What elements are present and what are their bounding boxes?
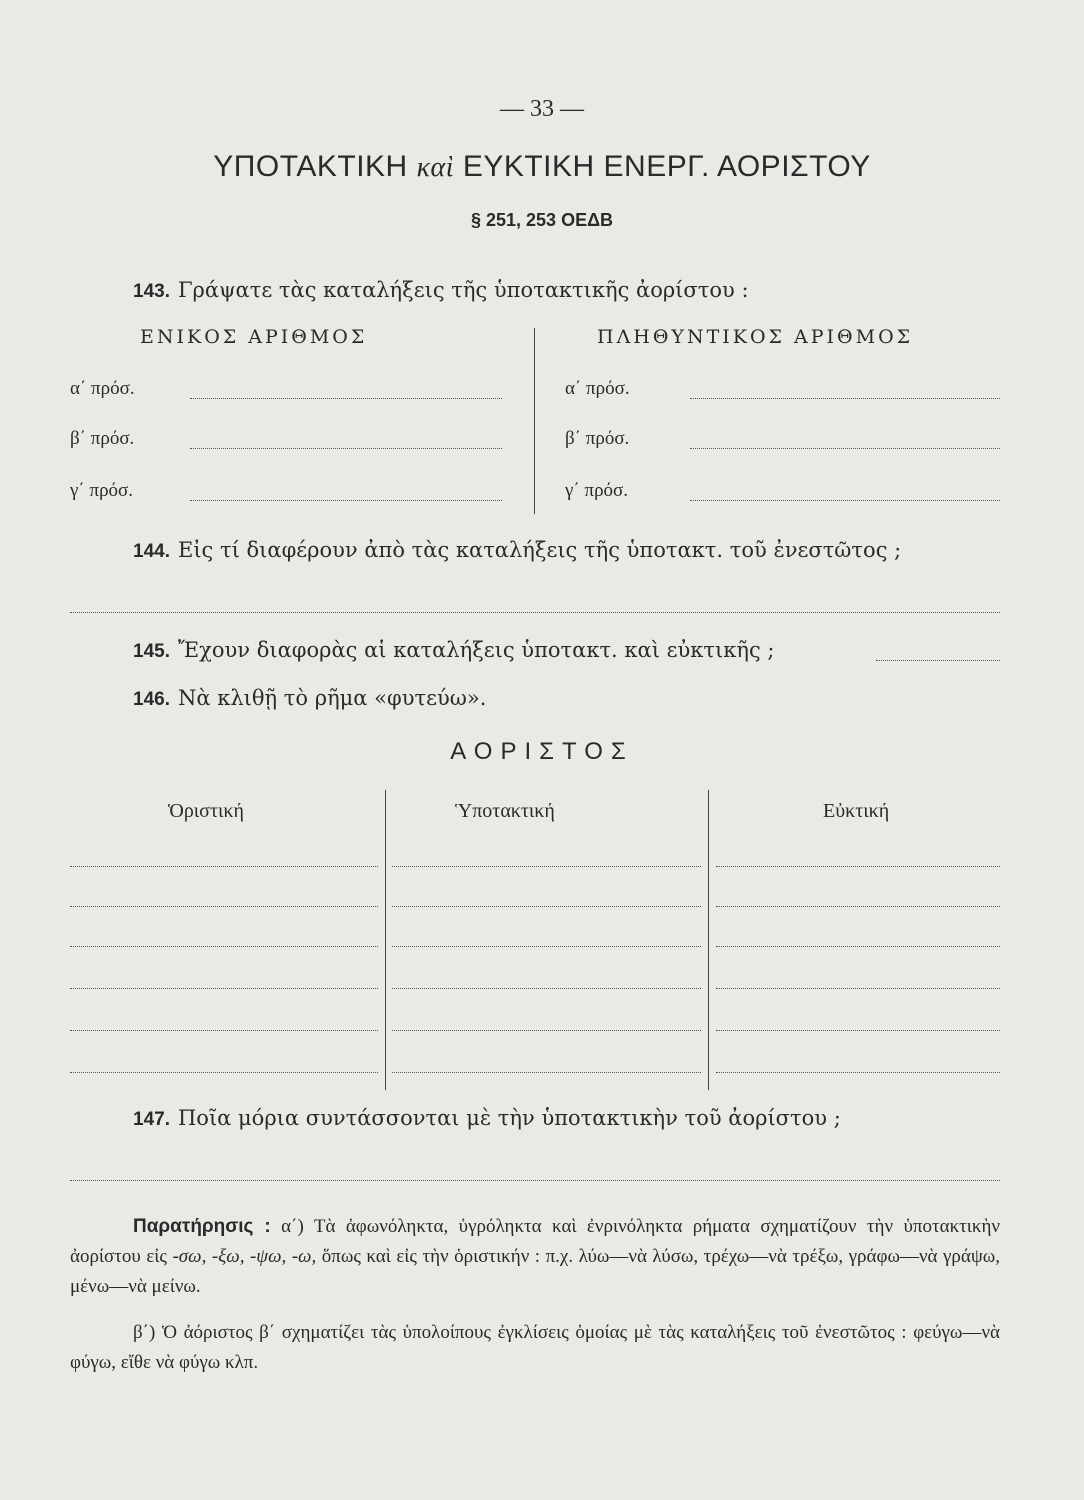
- answer-line[interactable]: [70, 906, 378, 907]
- answer-line[interactable]: [690, 398, 1000, 399]
- singular-person-1: α΄ πρόσ.: [70, 378, 135, 399]
- title-part2: ΕΥΚΤΙΚΗ ΕΝΕΡΓ. ΑΟΡΙΣΤΟΥ: [462, 150, 871, 183]
- answer-line[interactable]: [716, 866, 1000, 867]
- exercise-143: [133, 278, 749, 303]
- plural-person-2: β΄ πρόσ.: [565, 428, 630, 449]
- exercise-144: [133, 538, 901, 563]
- answer-line[interactable]: [70, 1030, 378, 1031]
- answer-line[interactable]: [70, 1180, 1000, 1181]
- exercise-text: Εἰς τί διαφέρουν ἀπὸ τὰς καταλήξεις τῆς ὑποτακτ. τοῦ ἐνεστῶτος ;: [177, 538, 902, 562]
- exercise-145: [133, 638, 774, 663]
- singular-person-3: γ΄ πρόσ.: [70, 480, 134, 501]
- table-divider: [385, 790, 386, 1090]
- note-a-text1: Τὰ ἀφωνόληκτα, ὑγρόληκτα καὶ ἐνρινόληκτα ρήματα σχηματίζουν τὴν ὑποτακτικὴν ἀορίστου εἰς: [70, 1216, 1001, 1267]
- answer-line[interactable]: [392, 866, 701, 867]
- plural-person-3: γ΄ πρόσ.: [565, 480, 629, 501]
- note-b-label: β΄): [133, 1322, 156, 1343]
- answer-line[interactable]: [392, 988, 701, 989]
- singular-heading: ΕΝΙΚΟΣ ΑΡΙΘΜΟΣ: [140, 326, 368, 348]
- note-lead: Παρατήρησις :: [133, 1216, 271, 1237]
- title-part1: ΥΠΟΤΑΚΤΙΚΗ: [213, 150, 408, 183]
- note-a-label: α΄): [281, 1216, 304, 1237]
- plural-person-1: α΄ πρόσ.: [565, 378, 630, 399]
- answer-line[interactable]: [392, 906, 701, 907]
- answer-line[interactable]: [716, 946, 1000, 947]
- answer-line[interactable]: [190, 500, 502, 501]
- table-divider: [708, 790, 709, 1090]
- page-title: [0, 150, 1084, 184]
- answer-line[interactable]: [70, 612, 1000, 613]
- exercise-text: Γράψατε τὰς καταλήξεις τῆς ὑποτακτικῆς ἀορίστου :: [177, 278, 749, 302]
- answer-line[interactable]: [70, 1072, 378, 1073]
- exercise-number: 147.: [133, 1109, 170, 1130]
- section-reference: § 251, 253 ΟΕΔΒ: [470, 210, 614, 230]
- answer-line[interactable]: [716, 1030, 1000, 1031]
- note-a-text2: ὅπως καὶ εἰς τὴν ὁριστικήν :: [321, 1246, 541, 1267]
- column-divider: [534, 328, 535, 514]
- aorist-heading: ΑΟΡΙΣΤΟΣ: [450, 738, 634, 765]
- exercise-text: Νὰ κλιθῇ τὸ ρῆμα «φυτεύω».: [177, 686, 487, 710]
- plural-heading: ΠΛΗΘΥΝΤΙΚΟΣ ΑΡΙΘΜΟΣ: [597, 326, 914, 348]
- table-header-indicative: Ὁριστική: [168, 800, 244, 822]
- note-b-examples: φεύγω—νὰ φύγω, εἴθε νὰ φύγω κλπ.: [70, 1322, 1000, 1373]
- singular-person-2: β΄ πρόσ.: [70, 428, 135, 449]
- exercise-147: [133, 1106, 841, 1131]
- exercise-number: 143.: [133, 281, 170, 302]
- title-kai: καὶ: [416, 152, 454, 183]
- note-paragraph-a: [70, 1212, 1000, 1302]
- answer-line[interactable]: [690, 500, 1000, 501]
- exercise-number: 146.: [133, 689, 170, 710]
- answer-line[interactable]: [392, 1072, 701, 1073]
- answer-line[interactable]: [392, 946, 701, 947]
- answer-line[interactable]: [70, 988, 378, 989]
- exercise-146: [133, 686, 486, 711]
- table-header-subjunctive: Ὑποτακτική: [455, 800, 555, 822]
- page-number: — 33 —: [500, 96, 584, 122]
- answer-line[interactable]: [876, 660, 1000, 661]
- answer-line[interactable]: [716, 988, 1000, 989]
- answer-line[interactable]: [190, 398, 502, 399]
- answer-line[interactable]: [70, 866, 378, 867]
- note-a-endings: -σω, -ξω, -ψω, -ω,: [172, 1246, 317, 1267]
- answer-line[interactable]: [190, 448, 502, 449]
- note-b-text: Ὁ ἀόριστος β΄ σχηματίζει τὰς ὑπολοίπους ἐγκλίσεις ὁμοίας μὲ τὰς καταλήξεις τοῦ ἐνεστῶτος :: [161, 1322, 907, 1343]
- note-a-examples: π.χ. λύω—νὰ λύσω, τρέχω—νὰ τρέξω, γράφω—νὰ γράψω, μένω—νὰ μείνω.: [70, 1246, 1000, 1297]
- answer-line[interactable]: [392, 1030, 701, 1031]
- answer-line[interactable]: [716, 1072, 1000, 1073]
- exercise-number: 145.: [133, 641, 170, 662]
- exercise-text: Ποῖα μόρια συντάσσονται μὲ τὴν ὑποτακτικὴν τοῦ ἀορίστου ;: [177, 1106, 841, 1130]
- answer-line[interactable]: [70, 946, 378, 947]
- answer-line[interactable]: [690, 448, 1000, 449]
- answer-line[interactable]: [716, 906, 1000, 907]
- exercise-number: 144.: [133, 541, 170, 562]
- table-header-optative: Εὐκτική: [823, 800, 890, 822]
- note-paragraph-b: [70, 1318, 1000, 1378]
- exercise-text: Ἔχουν διαφορὰς αἱ καταλήξεις ὑποτακτ. καὶ εὐκτικῆς ;: [177, 638, 775, 662]
